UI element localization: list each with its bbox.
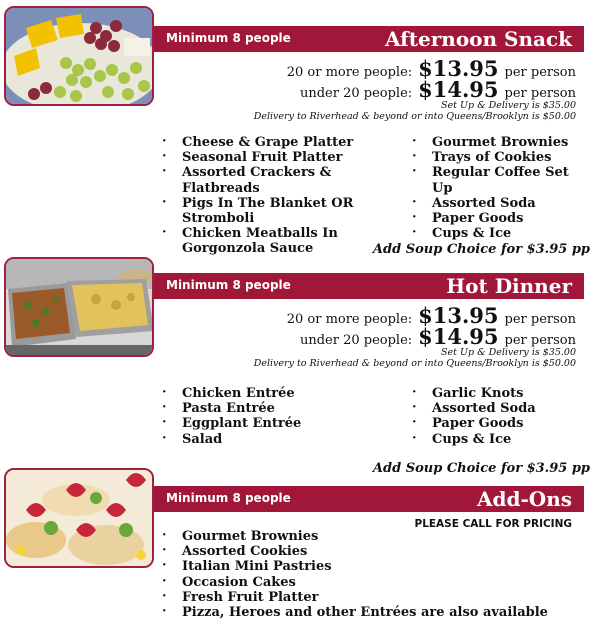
minimum-people-label: Minimum 8 people bbox=[166, 491, 291, 505]
add-ons-items bbox=[160, 529, 580, 620]
section-title: Add-Ons bbox=[476, 487, 572, 511]
list-item: · Cups & Ice bbox=[410, 226, 590, 241]
list-item: · Pizza, Heroes and other Entrées are also available bbox=[160, 605, 580, 620]
fruit-cheese-platter-photo bbox=[4, 6, 154, 106]
chafing-dishes-photo bbox=[4, 257, 154, 357]
add-ons-section bbox=[0, 466, 600, 623]
dinner-items-left bbox=[160, 386, 400, 447]
price-value: $13.95 bbox=[418, 56, 499, 81]
section-title: Afternoon Snack bbox=[385, 27, 572, 51]
price-unit: per person bbox=[504, 65, 576, 80]
delivery-area-note: Delivery to Riverhead & beyond or into Queens/Brooklyn is $50.00 bbox=[253, 111, 576, 122]
price-value: $13.95 bbox=[418, 303, 499, 328]
list-item: · Assorted Soda bbox=[410, 401, 590, 416]
add-soup-note: Add Soup Choice for $3.95 pp bbox=[372, 461, 590, 476]
section-title: Hot Dinner bbox=[446, 274, 572, 298]
list-item: · Assorted Crackers & Flatbreads bbox=[160, 165, 400, 195]
list-item: · Gourmet Brownies bbox=[410, 135, 590, 150]
add-ons-header-band bbox=[154, 486, 584, 512]
afternoon-snack-section bbox=[0, 0, 600, 257]
list-item: · Regular Coffee Set Up bbox=[410, 165, 590, 195]
price-label: under 20 people: bbox=[299, 333, 413, 348]
list-item: · Italian Mini Pastries bbox=[160, 559, 580, 574]
list-item: · Cheese & Grape Platter bbox=[160, 135, 400, 150]
afternoon-snack-header-band bbox=[154, 26, 584, 52]
list-item: · Paper Goods bbox=[410, 416, 590, 431]
list-item: · Assorted Soda bbox=[410, 196, 590, 211]
list-item: · Assorted Cookies bbox=[160, 544, 580, 559]
afternoon-items-left bbox=[160, 135, 400, 257]
price-unit: per person bbox=[504, 312, 576, 327]
setup-delivery-note: Set Up & Delivery is $35.00 bbox=[441, 347, 576, 358]
list-item: · Paper Goods bbox=[410, 211, 590, 226]
list-item: · Salad bbox=[160, 432, 400, 447]
price-label: under 20 people: bbox=[299, 86, 413, 101]
list-item: · Pigs In The Blanket OR Stromboli bbox=[160, 196, 400, 226]
setup-delivery-note: Set Up & Delivery is $35.00 bbox=[441, 100, 576, 111]
minimum-people-label: Minimum 8 people bbox=[166, 31, 291, 45]
add-soup-note: Add Soup Choice for $3.95 pp bbox=[372, 242, 590, 257]
pastries-photo bbox=[4, 468, 154, 568]
call-for-pricing-note: PLEASE CALL FOR PRICING bbox=[414, 518, 572, 530]
list-item: · Eggplant Entrée bbox=[160, 416, 400, 431]
price-unit: per person bbox=[504, 333, 576, 348]
list-item: · Occasion Cakes bbox=[160, 575, 580, 590]
delivery-area-note: Delivery to Riverhead & beyond or into Queens/Brooklyn is $50.00 bbox=[253, 358, 576, 369]
list-item: · Trays of Cookies bbox=[410, 150, 590, 165]
price-unit: per person bbox=[504, 86, 576, 101]
list-item: · Fresh Fruit Platter bbox=[160, 590, 580, 605]
price-label: 20 or more people: bbox=[286, 65, 413, 80]
list-item: · Gourmet Brownies bbox=[160, 529, 580, 544]
list-item: · Seasonal Fruit Platter bbox=[160, 150, 400, 165]
dinner-items-right bbox=[410, 386, 590, 447]
list-item: · Chicken Meatballs In Gorgonzola Sauce bbox=[160, 226, 382, 256]
price-under-20 bbox=[300, 324, 576, 349]
price-label: 20 or more people: bbox=[286, 312, 413, 327]
list-item: · Chicken Entrée bbox=[160, 386, 400, 401]
list-item: · Cups & Ice bbox=[410, 432, 590, 447]
afternoon-items-right bbox=[410, 135, 590, 241]
list-item: · Pasta Entrée bbox=[160, 401, 400, 416]
price-value: $14.95 bbox=[418, 77, 499, 102]
hot-dinner-section bbox=[0, 255, 600, 480]
minimum-people-label: Minimum 8 people bbox=[166, 278, 291, 292]
price-under-20 bbox=[300, 77, 576, 102]
hot-dinner-header-band bbox=[154, 273, 584, 299]
price-value: $14.95 bbox=[418, 324, 499, 349]
list-item: · Garlic Knots bbox=[410, 386, 590, 401]
